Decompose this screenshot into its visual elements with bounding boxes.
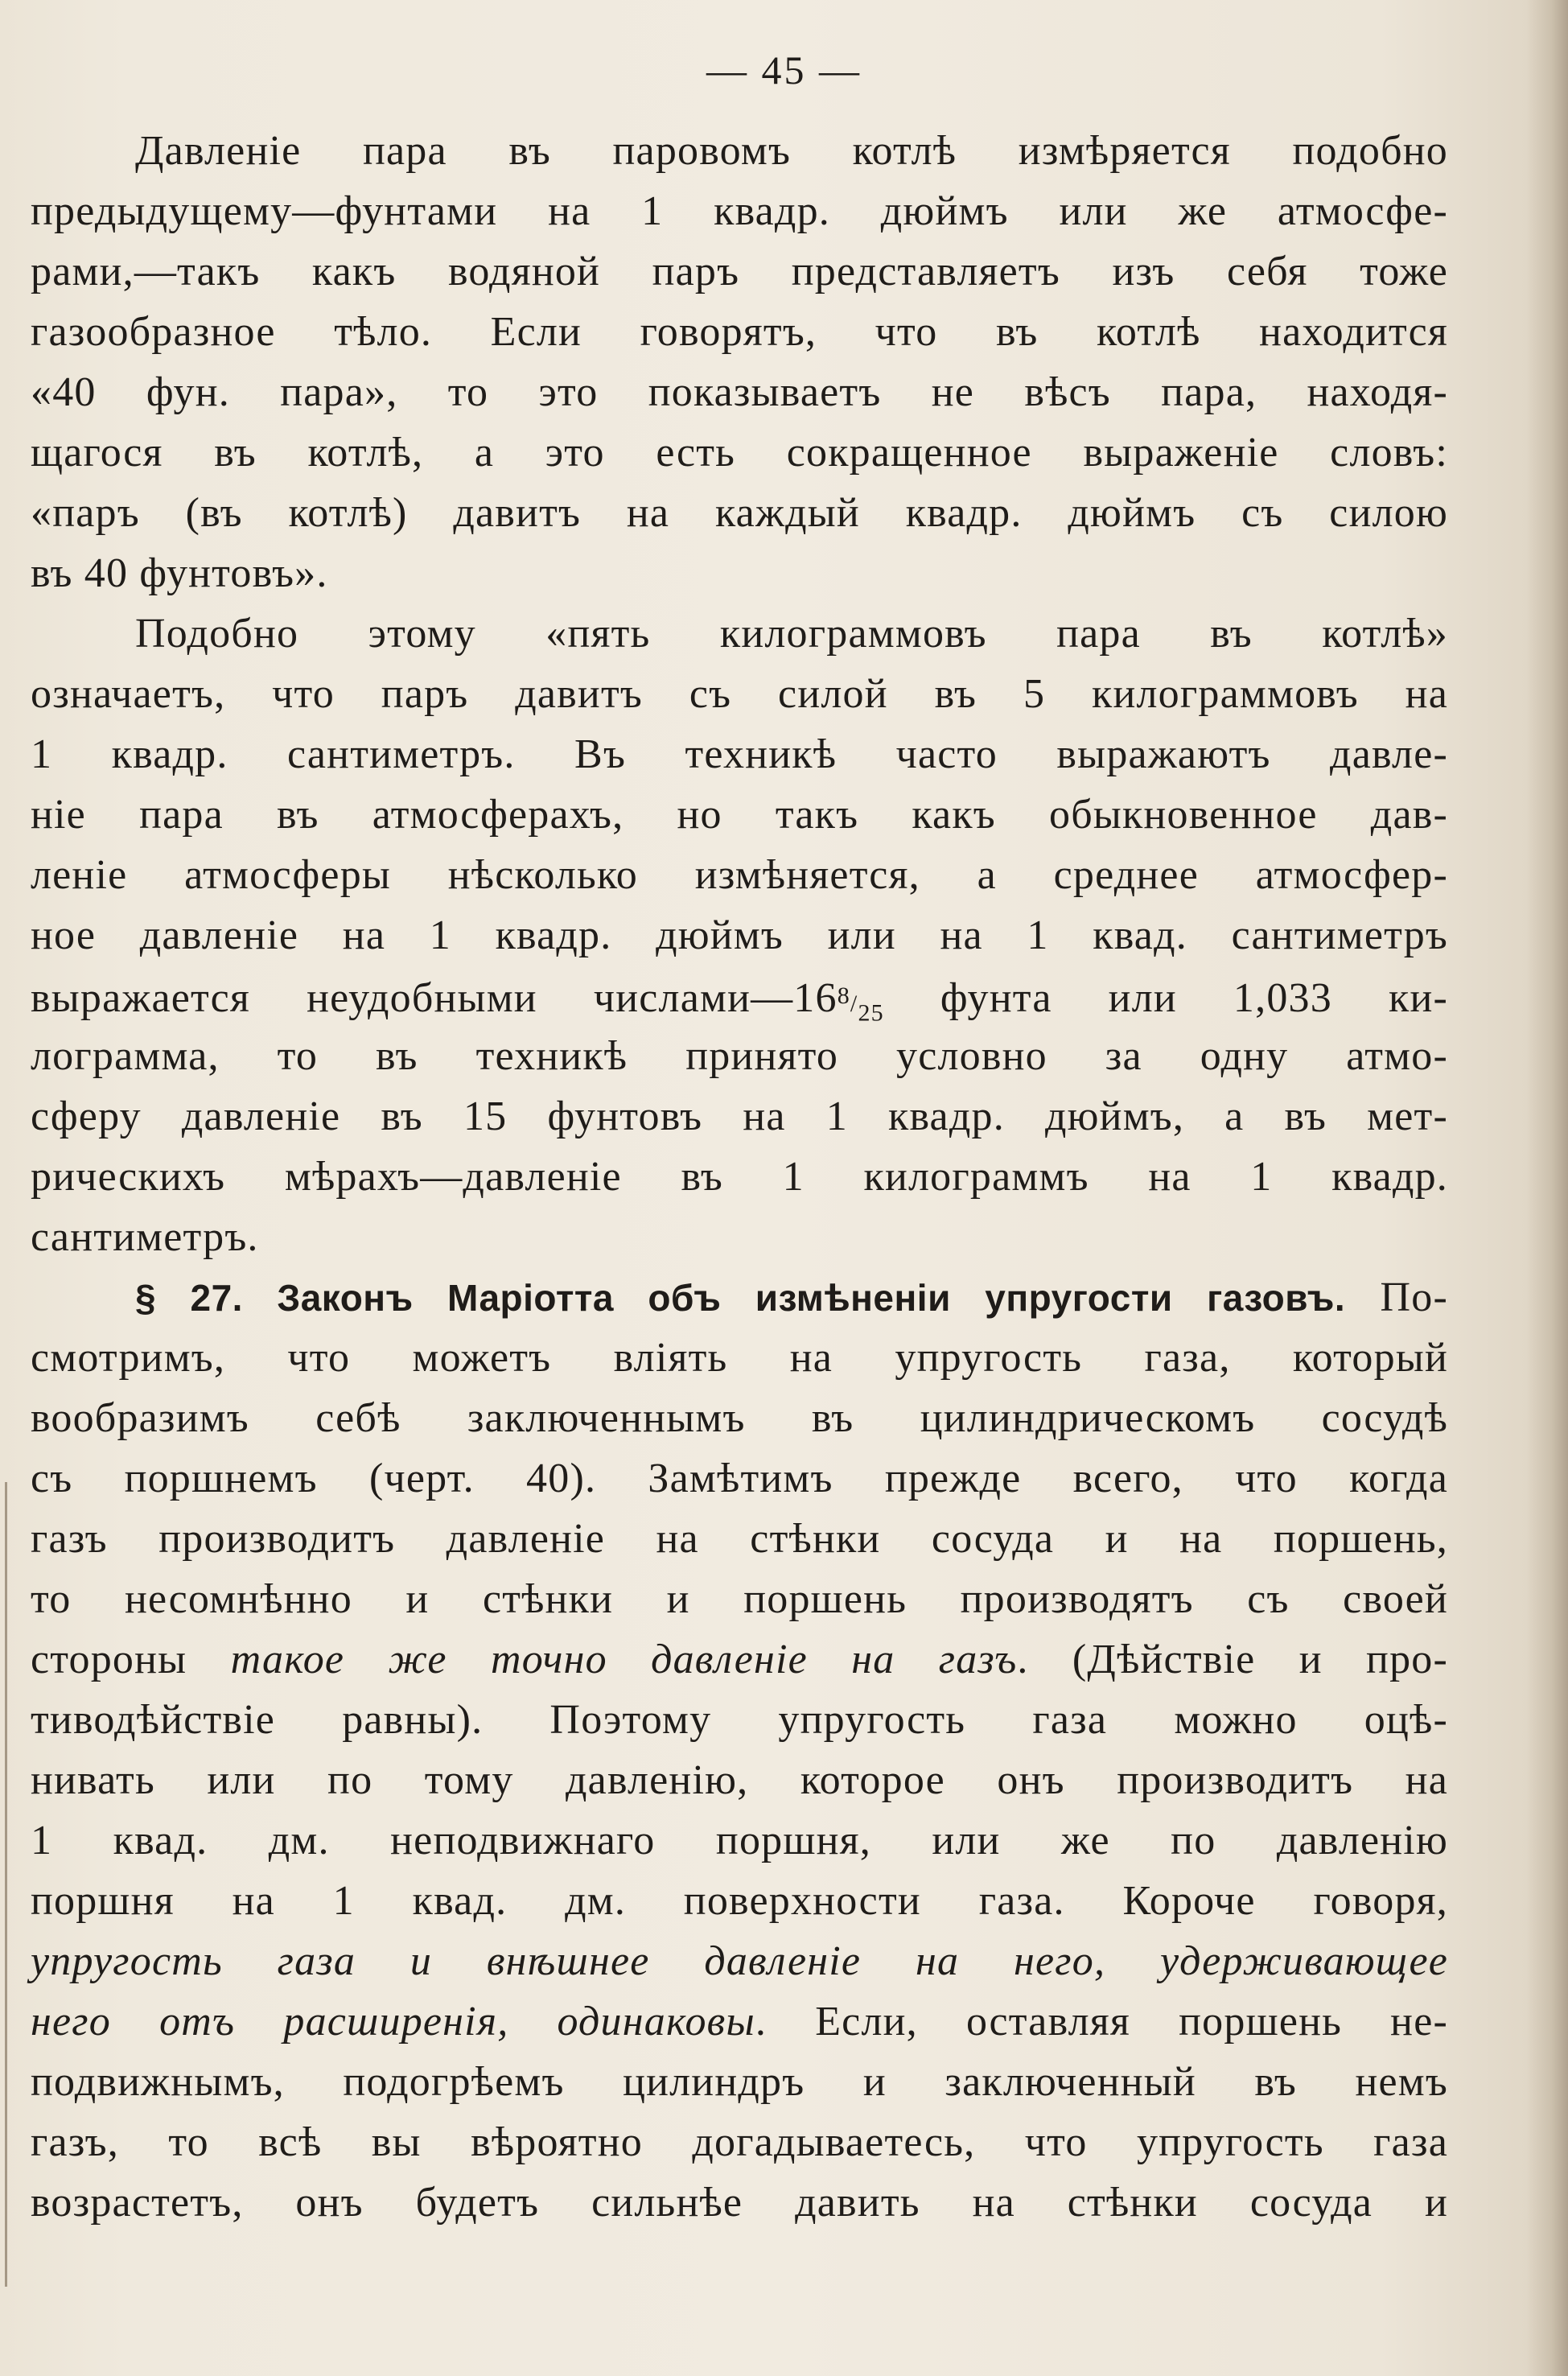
text-span: . Если, оставляя поршень не- (755, 1999, 1448, 2045)
text-line: предыдущему—фунтами на 1 квадр. дюймъ или же атмосфе- (31, 188, 1448, 234)
text-span: По- (1345, 1274, 1448, 1320)
text-span: фунта или 1,033 ки- (883, 975, 1448, 1021)
margin-rule (5, 1482, 7, 2287)
text-line: означаетъ, что паръ давитъ съ силой въ 5 килограммовъ на (31, 671, 1448, 717)
text-line: леніе атмосферы нѣсколько измѣняется, а среднее атмосфер- (31, 852, 1448, 898)
text-line: 1 квадр. сантиметръ. Въ техникѣ часто выражаютъ давле- (31, 731, 1448, 777)
text-line: сантиметръ. (31, 1214, 259, 1260)
text-line: смотримъ, что можетъ вліять на упругость газа, который (31, 1335, 1448, 1381)
page-edge-shadow (1526, 0, 1568, 2376)
text-line: Подобно этому «пять килограммовъ пара въ котлѣ» (135, 611, 1448, 657)
page-number: — 45 — (706, 47, 862, 93)
text-line: рами,—такъ какъ водяной паръ представляетъ изъ себя тоже (31, 249, 1448, 294)
text-line: то несомнѣнно и стѣнки и поршень производятъ съ своей (31, 1576, 1448, 1622)
text-line: рическихъ мѣрахъ—давленіе въ 1 килограммъ на 1 квадр. (31, 1154, 1448, 1200)
text-line: «40 фун. пара», то это показываетъ не вѣсъ пара, находя- (31, 369, 1448, 415)
italic-text: такое же точно давленіе на газъ (230, 1637, 1018, 1682)
body-text (31, 121, 1448, 2233)
text-line: «паръ (въ котлѣ) давитъ на каждый квадр. дюймъ съ силою (31, 490, 1448, 536)
fraction-numerator: 8 (837, 982, 850, 1009)
italic-line: упругость газа и внѣшнее давленіе на него, удерживающее (31, 1938, 1448, 1984)
text-line: газъ производитъ давленіе на стѣнки сосуда и на поршень, (31, 1516, 1448, 1562)
text-line (31, 966, 1448, 1026)
text-line: ніе пара въ атмосферахъ, но такъ какъ обыкновенное дав- (31, 792, 1448, 838)
fraction-denominator: 25 (858, 999, 884, 1027)
italic-text: него отъ расширенія, одинаковы (31, 1999, 755, 2045)
section-heading-line (31, 1267, 1448, 1328)
text-line: тиводѣйствіе равны). Поэтому упругость газа можно оцѣ- (31, 1697, 1448, 1743)
text-line: ное давленіе на 1 квадр. дюймъ или на 1 квад. сантиметръ (31, 912, 1448, 958)
text-line (31, 1629, 1448, 1690)
text-line (31, 1991, 1448, 2052)
text-line: Давленіе пара въ паровомъ котлѣ измѣряется подобно (135, 128, 1448, 174)
text-line: подвижнымъ, подогрѣемъ цилиндръ и заключенный въ немъ (31, 2059, 1448, 2105)
text-line: лограмма, то въ техникѣ принято условно за одну атмо- (31, 1033, 1448, 1079)
text-span: стороны (31, 1637, 231, 1682)
text-line: въ 40 фунтовъ». (31, 550, 328, 596)
fraction-slash: / (850, 990, 858, 1017)
text-line: нивать или по тому давленію, которое онъ производитъ на (31, 1757, 1448, 1803)
text-line: поршня на 1 квад. дм. поверхности газа. Короче говоря, (31, 1878, 1448, 1924)
section-heading: § 27. Законъ Маріотта объ измѣненіи упругости газовъ. (135, 1277, 1346, 1319)
text-line: щагося въ котлѣ, а это есть сокращенное выраженіе словъ: (31, 430, 1448, 476)
text-line: газообразное тѣло. Если говорятъ, что въ котлѣ находится (31, 309, 1448, 355)
text-line: сферу давленіе въ 15 фунтовъ на 1 квадр. дюймъ, а въ мет- (31, 1093, 1448, 1139)
text-line: вообразимъ себѣ заключеннымъ въ цилиндрическомъ сосудѣ (31, 1395, 1448, 1441)
text-line: 1 квад. дм. неподвижнаго поршня, или же по давленію (31, 1818, 1448, 1863)
text-span: выражается неудобными числами—16 (31, 975, 838, 1021)
text-line: возрастетъ, онъ будетъ сильнѣе давить на стѣнки сосуда и (31, 2180, 1448, 2226)
text-span: . (Дѣйствіе и про- (1017, 1637, 1449, 1682)
text-line: съ поршнемъ (черт. 40). Замѣтимъ прежде всего, что когда (31, 1456, 1448, 1501)
text-line: газъ, то всѣ вы вѣроятно догадываетесь, что упругость газа (31, 2119, 1448, 2165)
